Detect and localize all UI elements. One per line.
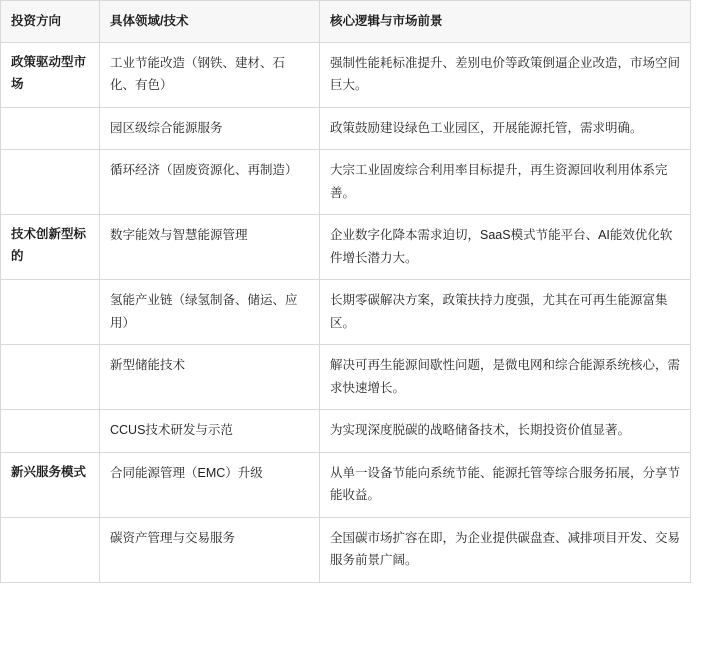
- cell-logic: 强制性能耗标准提升、差别电价等政策倒逼企业改造，市场空间巨大。: [320, 42, 691, 107]
- table-row: [1, 150, 691, 215]
- cell-direction: [1, 107, 100, 150]
- cell-field: CCUS技术研发与示范: [100, 410, 320, 453]
- table-row: [1, 345, 691, 410]
- cell-logic: 从单一设备节能向系统节能、能源托管等综合服务拓展，分享节能收益。: [320, 452, 691, 517]
- cell-direction: 技术创新型标的: [1, 215, 100, 280]
- table-row: [1, 517, 691, 582]
- table-row: [1, 215, 691, 280]
- column-header-field: 具体领域/技术: [100, 1, 320, 43]
- table-header-row: [1, 1, 691, 43]
- cell-field: 循环经济（固废资源化、再制造）: [100, 150, 320, 215]
- cell-direction: [1, 150, 100, 215]
- cell-logic: 大宗工业固废综合利用率目标提升，再生资源回收利用体系完善。: [320, 150, 691, 215]
- cell-logic: 为实现深度脱碳的战略储备技术，长期投资价值显著。: [320, 410, 691, 453]
- table-header: [1, 1, 691, 43]
- table-row: [1, 452, 691, 517]
- cell-direction: [1, 345, 100, 410]
- cell-field: 氢能产业链（绿氢制备、储运、应用）: [100, 280, 320, 345]
- cell-direction: 新兴服务模式: [1, 452, 100, 517]
- cell-field: 合同能源管理（EMC）升级: [100, 452, 320, 517]
- table-body: [1, 42, 691, 582]
- cell-field: 碳资产管理与交易服务: [100, 517, 320, 582]
- cell-logic: 解决可再生能源间歇性问题，是微电网和综合能源系统核心，需求快速增长。: [320, 345, 691, 410]
- cell-field: 工业节能改造（钢铁、建材、石化、有色）: [100, 42, 320, 107]
- column-header-logic: 核心逻辑与市场前景: [320, 1, 691, 43]
- cell-logic: 企业数字化降本需求迫切，SaaS模式节能平台、AI能效优化软件增长潜力大。: [320, 215, 691, 280]
- table-row: [1, 42, 691, 107]
- cell-direction: [1, 517, 100, 582]
- table-row: [1, 280, 691, 345]
- cell-field: 数字能效与智慧能源管理: [100, 215, 320, 280]
- cell-field: 新型储能技术: [100, 345, 320, 410]
- cell-logic: 全国碳市场扩容在即，为企业提供碳盘查、减排项目开发、交易服务前景广阔。: [320, 517, 691, 582]
- table-row: [1, 107, 691, 150]
- table-row: [1, 410, 691, 453]
- cell-logic: 政策鼓励建设绿色工业园区，开展能源托管，需求明确。: [320, 107, 691, 150]
- cell-direction: 政策驱动型市场: [1, 42, 100, 107]
- cell-field: 园区级综合能源服务: [100, 107, 320, 150]
- column-header-direction: 投资方向: [1, 1, 100, 43]
- cell-direction: [1, 280, 100, 345]
- cell-logic: 长期零碳解决方案，政策扶持力度强，尤其在可再生能源富集区。: [320, 280, 691, 345]
- cell-direction: [1, 410, 100, 453]
